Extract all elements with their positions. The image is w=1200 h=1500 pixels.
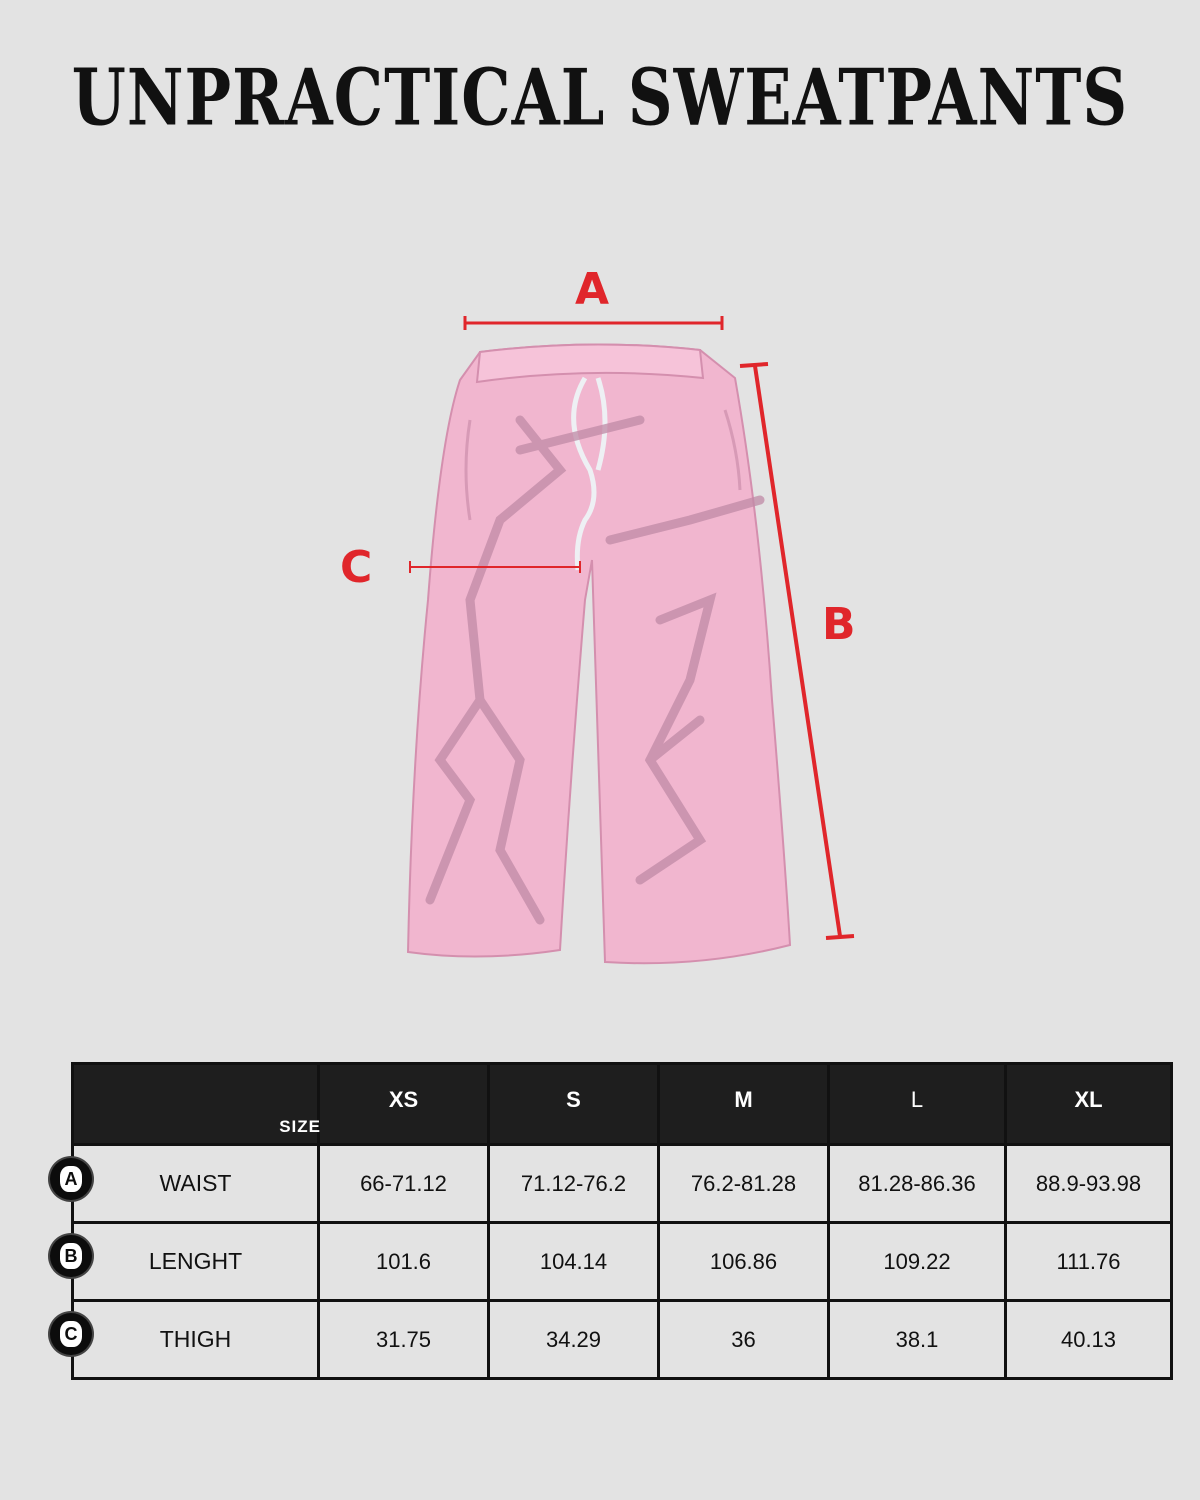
table-header-row [73,1064,1172,1145]
table-corner-cell [73,1064,319,1145]
table-cell: 36 [659,1301,829,1379]
row-badge-a-icon [50,1158,92,1200]
measurement-label-a: A [575,264,610,315]
table-row-length [73,1223,1172,1301]
table-cell: 101.6 [319,1223,489,1301]
table-row-waist [73,1145,1172,1223]
row-badge-b-icon [50,1235,92,1277]
table-cell: 81.28-86.36 [829,1145,1006,1223]
page-title: UNPRACTICAL SWEATPANTS [71,52,1129,144]
row-badge-c-icon [50,1313,92,1355]
row-label-length: LENGHT [73,1223,319,1301]
size-header-l: L [829,1064,1006,1145]
size-header-s: S [489,1064,659,1145]
table-cell: 88.9-93.98 [1006,1145,1172,1223]
size-header-xs: XS [319,1064,489,1145]
size-header-label: SIZE [279,1117,321,1136]
table-cell: 66-71.12 [319,1145,489,1223]
row-label-waist: WAIST [73,1145,319,1223]
table-cell: 71.12-76.2 [489,1145,659,1223]
badge-letter: B [60,1243,82,1269]
measurement-label-c: C [340,542,373,593]
measurement-label-b: B [822,599,856,650]
table-row-thigh [73,1301,1172,1379]
table-cell: 109.22 [829,1223,1006,1301]
table-cell: 40.13 [1006,1301,1172,1379]
table-cell: 38.1 [829,1301,1006,1379]
table-cell: 34.29 [489,1301,659,1379]
size-header-xl: XL [1006,1064,1172,1145]
size-header-m: M [659,1064,829,1145]
badge-letter: C [60,1321,82,1347]
row-label-thigh: THIGH [73,1301,319,1379]
table-cell: 76.2-81.28 [659,1145,829,1223]
table-cell: 104.14 [489,1223,659,1301]
table-cell: 106.86 [659,1223,829,1301]
table-cell: 31.75 [319,1301,489,1379]
table-cell: 111.76 [1006,1223,1172,1301]
badge-letter: A [60,1166,82,1192]
size-chart-table [71,1062,1173,1380]
